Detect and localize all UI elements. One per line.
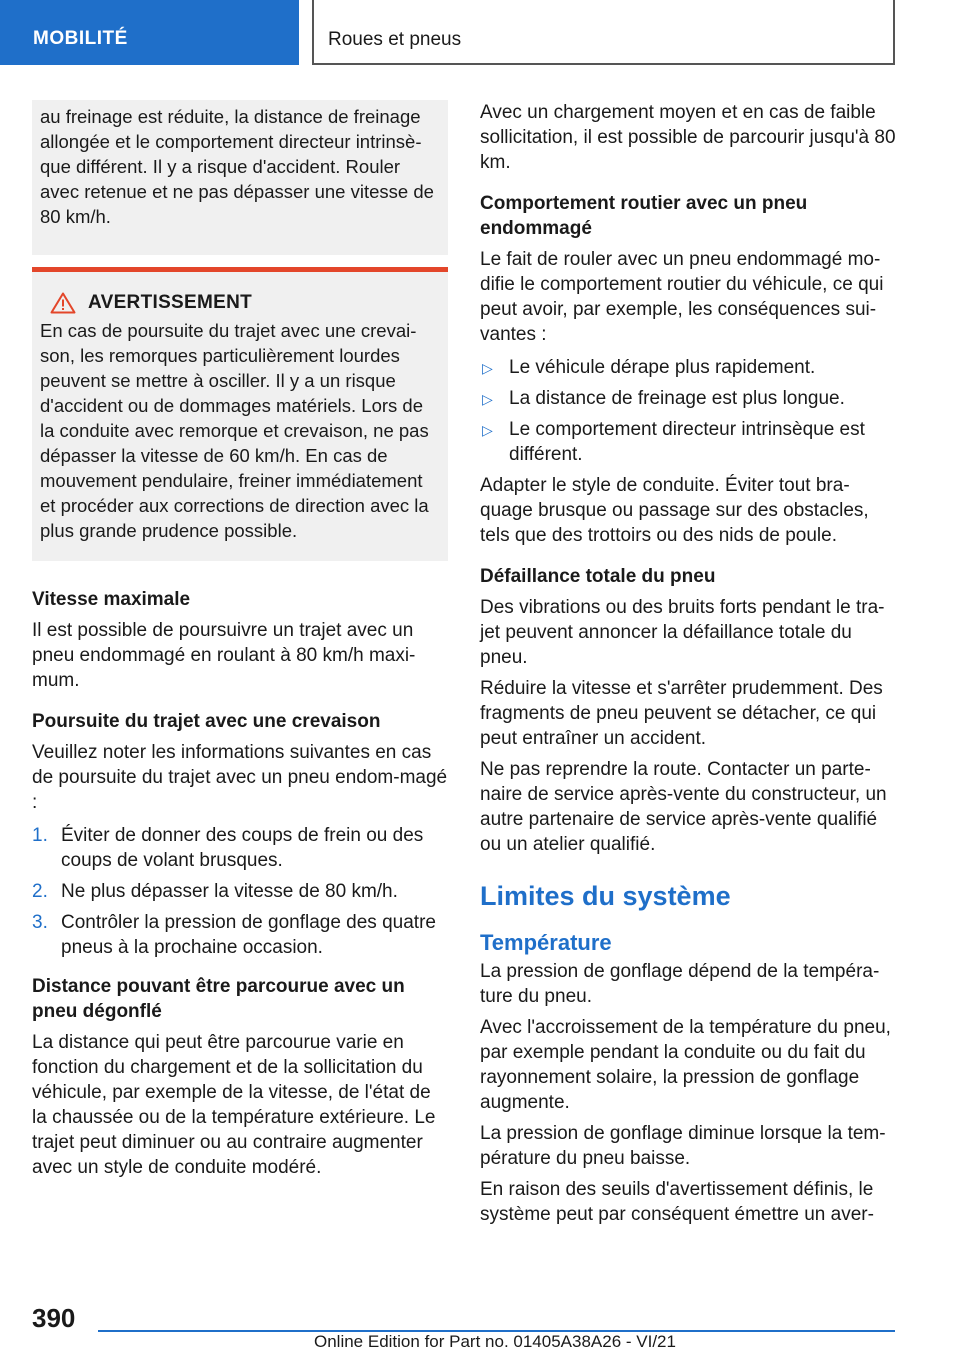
- section-title-limits: Limites du système: [480, 881, 731, 911]
- continued-warning-box: [32, 100, 448, 255]
- heading-continue-puncture: Poursuite du trajet avec une crevaison: [32, 711, 381, 732]
- subsection-title-temperature: Température: [480, 930, 612, 955]
- paragraph-failure-3: Ne pas reprendre la route. Contacter un parte-naire de service après-vente du constructeur, un autre partenaire de service après-vente qualifié ou un atelier qualifié.: [480, 759, 887, 855]
- list-item: [32, 823, 448, 873]
- paragraph-failure-2: Réduire la vitesse et s'arrêter prudemment. Des fragments de pneu peuvent se détacher, ce qui peut entraîner un accident.: [480, 678, 883, 749]
- warning-title: AVERTISSEMENT: [88, 292, 253, 313]
- step-text: Éviter de donner des coups de frein ou des coups de volant brusques.: [61, 825, 424, 871]
- left-column: [32, 100, 448, 1180]
- bullet-text: Le comportement directeur intrinsèque est différent.: [509, 419, 865, 465]
- paragraph-failure-1: Des vibrations ou des bruits forts pendant le tra-jet peuvent annoncer la défaillance totale du pneu.: [480, 597, 885, 668]
- list-item: [480, 386, 896, 411]
- paragraph-temp-4: En raison des seuils d'avertissement définis, le système peut par conséquent émettre un aver-: [480, 1179, 874, 1225]
- step-text: Ne plus dépasser la vitesse de 80 km/h.: [61, 881, 398, 902]
- paragraph-temp-3: La pression de gonflage diminue lorsque la tem-pérature du pneu baisse.: [480, 1123, 886, 1169]
- list-item: [32, 910, 448, 960]
- step-number: 2.: [32, 881, 48, 902]
- continued-warning-text: au freinage est réduite, la distance de freinage allongée et le comportement directeur intrinsè-que différent. Il y a risque d'accident. Rouler avec retenue et ne pas dépasser une vitesse de 80 km/h.: [40, 106, 434, 227]
- topic-title: Roues et pneus: [328, 29, 462, 50]
- step-number: 3.: [32, 912, 48, 933]
- heading-handling: Comportement routier avec un pneu endommagé: [480, 193, 808, 239]
- right-column: [480, 100, 896, 1227]
- bullet-text: La distance de freinage est plus longue.: [509, 388, 845, 409]
- paragraph-distance: La distance qui peut être parcourue varie en fonction du chargement et de la sollicitation du véhicule, par exemple de la vitesse, de l'état de la chaussée ou de la température extérieure. Le trajet peut diminuer ou au contraire augmenter avec un style de conduite modéré.: [32, 1032, 436, 1178]
- paragraph-temp-1: La pression de gonflage dépend de la tempéra-ture du pneu.: [480, 961, 880, 1007]
- step-text: Contrôler la pression de gonflage des quatre pneus à la prochaine occasion.: [61, 912, 436, 958]
- heading-distance: Distance pouvant être parcourue avec un pneu dégonflé: [32, 976, 405, 1022]
- paragraph-temp-2: Avec l'accroissement de la température du pneu, par exemple pendant la conduite ou du fait du rayonnement solaire, la pression de gonflage augmente.: [480, 1017, 891, 1113]
- warning-triangle-icon: [50, 292, 76, 314]
- list-item: [480, 355, 896, 380]
- paragraph-load: Avec un chargement moyen et en cas de faible sollicitation, il est possible de parcourir jusqu'à 80 km.: [480, 102, 896, 173]
- steps-list: [32, 823, 448, 960]
- paragraph-handling: Le fait de rouler avec un pneu endommagé mo-difie le comportement routier du véhicule, ce qui peut avoir, par exemple, les conséquences sui-vantes :: [480, 249, 884, 345]
- warning-header: [50, 292, 440, 314]
- triangle-bullet-icon: ▷: [482, 422, 493, 438]
- section-tab: [0, 0, 299, 65]
- triangle-bullet-icon: ▷: [482, 360, 493, 376]
- section-title: MOBILITÉ: [33, 28, 128, 49]
- footer-edition: Online Edition for Part no. 01405A38A26 - VI/21: [314, 1332, 676, 1351]
- consequences-list: [480, 355, 896, 467]
- triangle-bullet-icon: ▷: [482, 391, 493, 407]
- bullet-text: Le véhicule dérape plus rapidement.: [509, 357, 816, 378]
- paragraph-max-speed: Il est possible de poursuivre un trajet avec un pneu endommagé en roulant à 80 km/h maxi-mum.: [32, 620, 416, 691]
- warning-box: [32, 267, 448, 561]
- step-number: 1.: [32, 825, 48, 846]
- topic-tab: [312, 0, 895, 65]
- heading-max-speed: Vitesse maximale: [32, 589, 191, 610]
- paragraph-continue-puncture: Veuillez noter les informations suivantes en cas de poursuite du trajet avec un pneu endom-magé :: [32, 742, 448, 813]
- heading-total-failure: Défaillance totale du pneu: [480, 566, 716, 587]
- list-item: [480, 417, 896, 467]
- paragraph-adapt: Adapter le style de conduite. Éviter tout bra-quage brusque ou passage sur des obstacles, tels que des trottoirs ou des nids de poule.: [480, 475, 869, 546]
- page-number: 390: [32, 1303, 76, 1333]
- warning-text: En cas de poursuite du trajet avec une crevai-son, les remorques particulièrement lourdes peuvent se mettre à osciller. Il y a un risque d'accident ou de dommages matériels. Lors de la conduite avec remorque et crevaison, ne pas dépasser la vitesse de 60 km/h. En cas de mouvement pendulaire, freiner immédiatement et procéder aux corrections de direction avec la plus grande prudence possible.: [40, 320, 429, 541]
- list-item: [32, 879, 448, 904]
